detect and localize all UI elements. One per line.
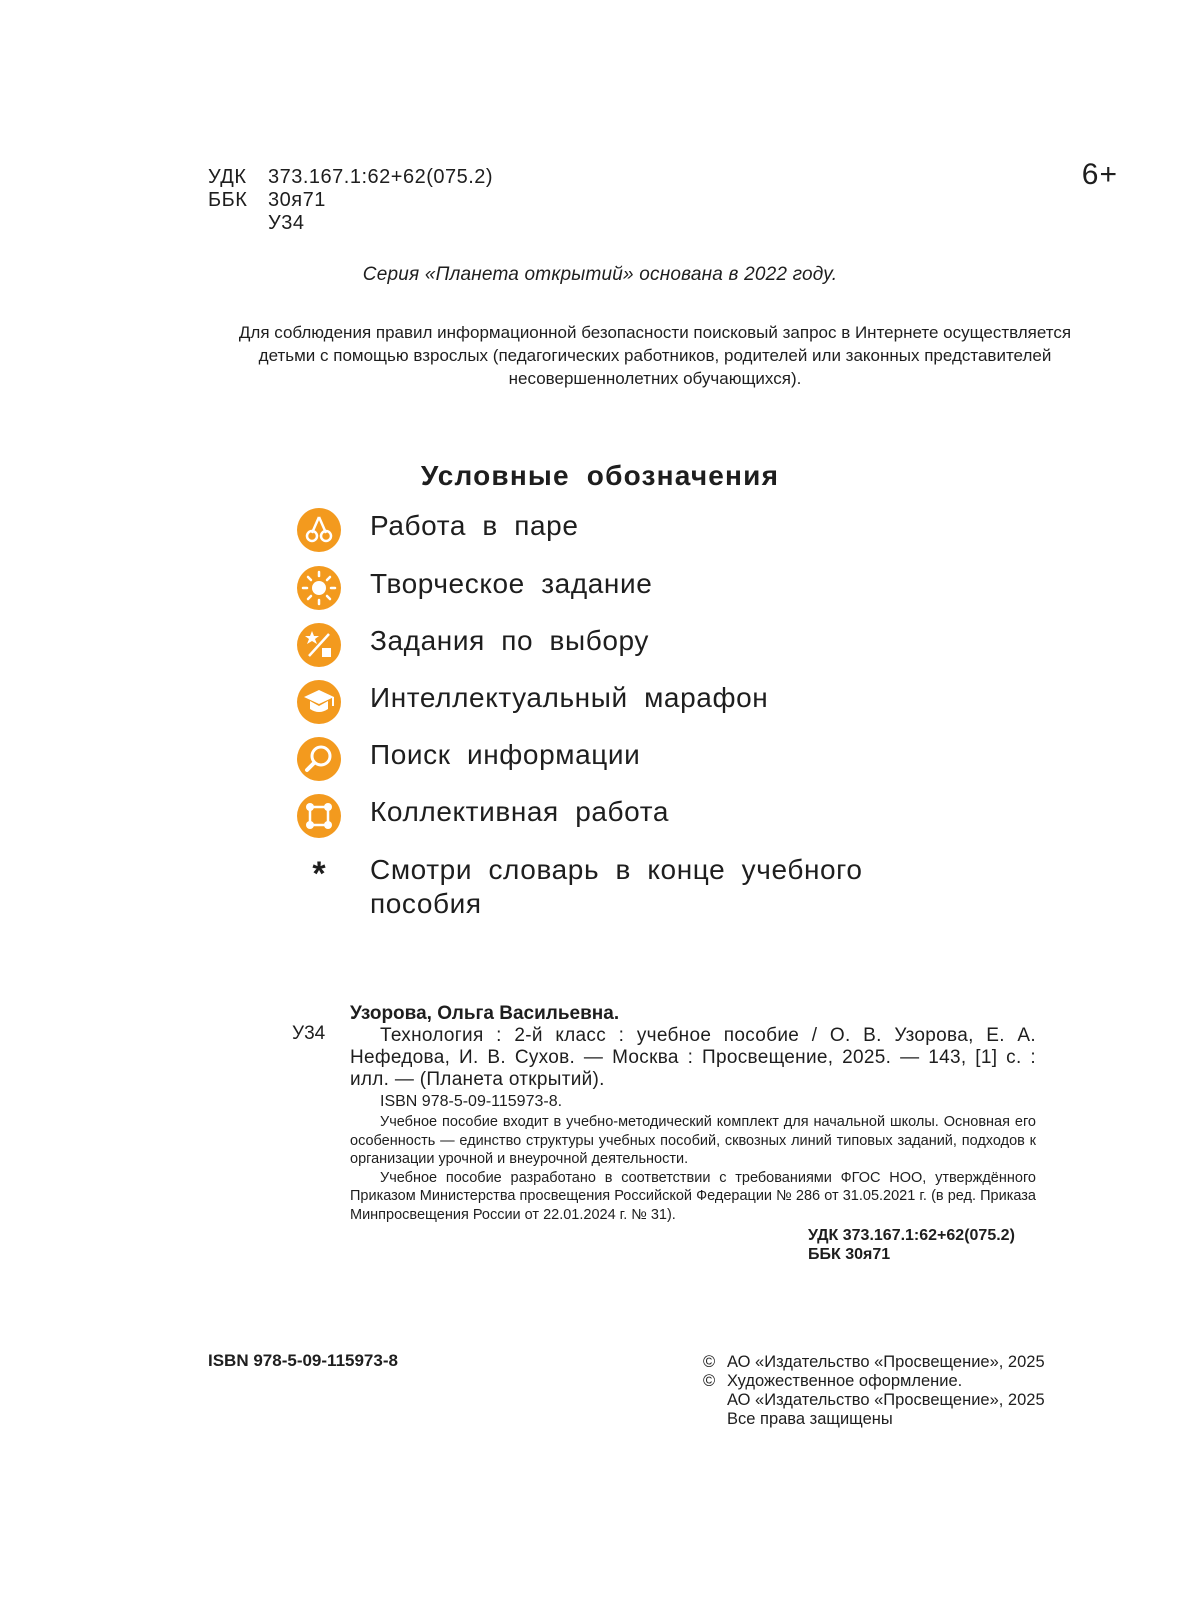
sun-icon xyxy=(296,565,342,611)
card-description: Технология : 2-й класс : учебное пособие / О. В. Узорова, Е. А. Нефедова, И. В. Сухов. — Москва : Просвещение, 2025. — 143, [1] с. : илл. — (Планета открытий). xyxy=(350,1025,1036,1090)
legend-label: Поиск информации xyxy=(370,739,641,770)
magnifier-icon xyxy=(296,736,342,782)
legend-item-pair-work xyxy=(296,507,579,553)
shapes-icon xyxy=(296,622,342,668)
footer-isbn: ISBN 978-5-09-115973-8 xyxy=(208,1351,398,1370)
bbk-value: 30я71 xyxy=(268,189,326,211)
copyright-block xyxy=(703,1353,1045,1429)
legend-title: Условные обозначения xyxy=(420,460,780,491)
legend-label: Работа в паре xyxy=(370,510,579,541)
legend-label: Творческое задание xyxy=(370,568,653,599)
legend-label: Интеллектуальный марафон xyxy=(370,682,769,713)
legend-label: Коллективная работа xyxy=(370,796,670,827)
card-author-mark: У34 xyxy=(292,1023,326,1044)
card-annotation: Учебное пособие разработано в соответствии с требованиями ФГОС НОО, утверждённого Приказом Министерства просвещения Российской Федерации № 286 от 31.05.2021 г. (в ред. Приказа Минпросвещения России от 22.01.2024 г. № 31). xyxy=(350,1169,1036,1223)
legend-item-creative xyxy=(296,565,653,611)
legend-item-search xyxy=(296,736,641,782)
series-note: Серия «Планета открытий» основана в 2022 году. xyxy=(362,264,838,285)
safety-note: Для соблюдения правил информационной безопасности поисковый запрос в Интернете осуществляется детьми с помощью взрослых (педагогических работников, родителей или законных представителей несовершеннолетних обучающихся). xyxy=(238,323,1072,388)
bibliographic-codes xyxy=(208,166,493,235)
legend-label: Смотри словарь в конце учебного пособия xyxy=(370,854,863,919)
legend-item-choice xyxy=(296,622,650,668)
copyright-symbol: © xyxy=(703,1372,716,1390)
udk-value: 373.167.1:62+62(075.2) xyxy=(268,166,494,188)
age-rating: 6+ xyxy=(1081,158,1118,191)
graduation-cap-icon xyxy=(296,679,342,725)
cherries-icon xyxy=(296,507,342,553)
legend-item-collective xyxy=(296,793,670,839)
legend-item-marathon xyxy=(296,679,769,725)
rights-reserved: Все права защищены xyxy=(727,1410,893,1428)
copyright-publisher: АО «Издательство «Просвещение», 2025 xyxy=(727,1353,1045,1371)
copyright-design-publisher: АО «Издательство «Просвещение», 2025 xyxy=(727,1391,1045,1409)
legend-item-dictionary xyxy=(296,851,863,919)
card-bbk: ББК 30я71 xyxy=(808,1246,891,1263)
udk-label: УДК xyxy=(208,166,247,188)
bbk-label: ББК xyxy=(208,189,248,211)
asterisk-icon: * xyxy=(312,855,326,893)
card-isbn: ISBN 978-5-09-115973-8. xyxy=(380,1093,563,1110)
catalog-card xyxy=(350,1003,1036,1264)
copyright-design: Художественное оформление. xyxy=(727,1372,963,1390)
author-mark: У34 xyxy=(268,212,305,234)
card-annotation: Учебное пособие входит в учебно-методический комплект для начальной школы. Основная его особенность — единство структуры учебных пособий, сквозных линий типовых заданий, подходов к организации урочной и внеурочной деятельности. xyxy=(350,1114,1036,1167)
legend-label: Задания по выбору xyxy=(370,625,650,656)
card-author: Узорова, Ольга Васильевна. xyxy=(350,1003,620,1024)
card-udk: УДК 373.167.1:62+62(075.2) xyxy=(808,1227,1015,1244)
card-classification xyxy=(808,1226,1036,1264)
group-nodes-icon xyxy=(296,793,342,839)
copyright-symbol: © xyxy=(703,1353,716,1371)
